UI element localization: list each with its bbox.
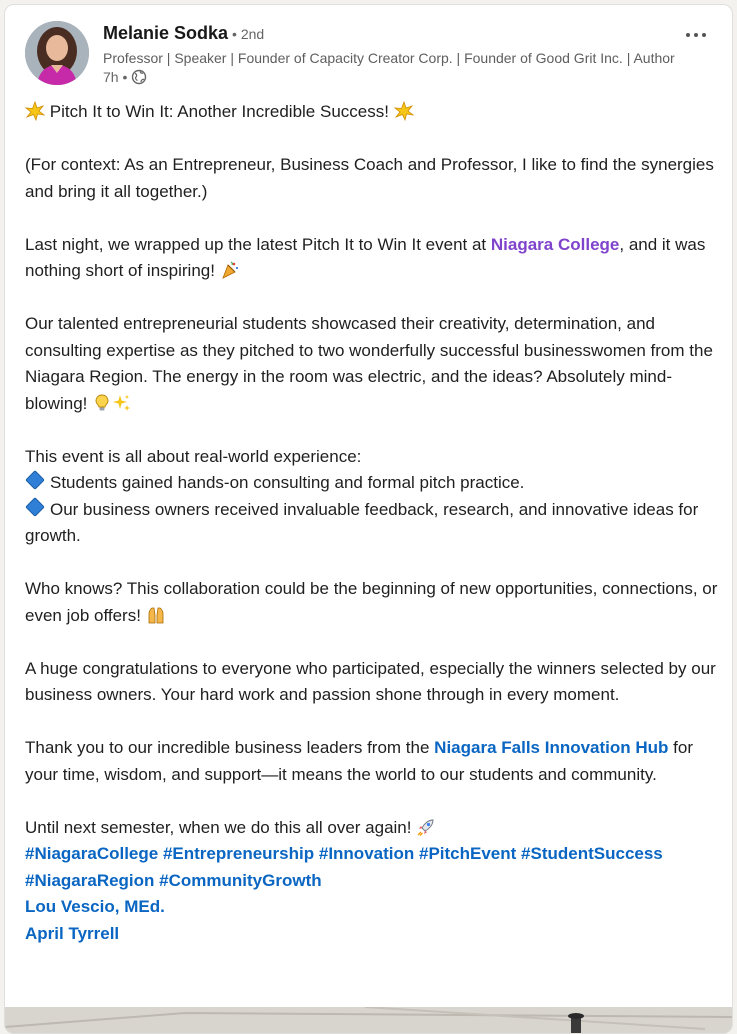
sparkles-icon (112, 393, 132, 413)
blue-diamond-icon (25, 497, 45, 517)
thanks-paragraph (25, 735, 721, 788)
author-name[interactable]: Melanie Sodka (103, 23, 229, 43)
hashtag-link[interactable]: #NiagaraCollege (25, 844, 159, 863)
event-paragraph (25, 232, 721, 285)
bullet-text-consulting: Students gained hands-on consulting and formal pitch practice. (50, 473, 525, 492)
bullet-item-feedback (25, 497, 721, 550)
party-popper-icon (220, 260, 240, 280)
event-text-after: , and it was nothing short of inspiring! (25, 234, 706, 280)
thanks-text-after: for your time, wisdom, and support—it means the world to our students and community. (25, 738, 693, 784)
post-title-line (25, 99, 721, 126)
mention-lou-vescio[interactable]: Lou Vescio, MEd. (25, 897, 165, 916)
ellipsis-icon (685, 32, 707, 38)
collision-icon (25, 101, 45, 121)
rocket-icon (416, 817, 436, 837)
post-body (25, 99, 721, 947)
globe-icon (131, 69, 147, 85)
closing-line (25, 815, 721, 842)
hashtag-link[interactable]: #Innovation (318, 844, 415, 863)
bullet-text-feedback: Our business owners received invaluable feedback, research, and innovative ideas for growth. (25, 499, 699, 545)
post-image[interactable] (5, 1007, 732, 1034)
author-name-row (103, 21, 676, 46)
post-image-preview-icon (5, 1007, 733, 1034)
author-headline: Professor | Speaker | Founder of Capacity Creator Corp. | Founder of Good Grit Inc. | Author (103, 50, 675, 66)
blue-diamond-icon (25, 470, 45, 490)
more-options-button[interactable] (680, 21, 712, 49)
hashtag-link[interactable]: #Entrepreneurship (162, 844, 315, 863)
opportunities-text: Who knows? This collaboration could be the beginning of new opportunities, connections, or even job offers! (25, 579, 718, 625)
hashtag-link[interactable]: #CommunityGrowth (159, 870, 322, 890)
event-text-before: Last night, we wrapped up the latest Pitch It to Win It event at (25, 234, 491, 254)
post-header (25, 21, 716, 91)
post-meta (103, 68, 676, 86)
mention-line (25, 921, 721, 948)
showcase-paragraph (25, 311, 721, 417)
lightbulb-icon (92, 393, 112, 413)
thanks-text-before: Thank you to our incredible business leaders from the (25, 738, 435, 757)
mention-line (25, 894, 721, 921)
collision-icon (394, 101, 414, 121)
hashtag-link[interactable]: #StudentSuccess (521, 844, 663, 863)
avatar-photo-icon (25, 21, 89, 85)
hashtag-link[interactable]: #PitchEvent (419, 844, 517, 863)
showcase-text: Our talented entrepreneurial students showcased their creativity, determination, and consulting expertise as they pitched to two wonderfully successful businesswomen from the Niagara Region. The energy in the room was electric, and the ideas? Absolutely mind-blowing! (25, 314, 713, 413)
hashtags-line (25, 841, 721, 894)
niagara-college-link[interactable]: Niagara College (490, 234, 620, 254)
closing-text: Until next semester, when we do this all over again! (25, 817, 417, 837)
mention-april-tyrrell[interactable]: April Tyrrell (25, 923, 120, 943)
context-paragraph: (For context: As an Entrepreneur, Business Coach and Professor, I like to find the synergies and bring it all together.) (25, 155, 714, 201)
post-title: Pitch It to Win It: Another Incredible Success! (49, 102, 389, 121)
raised-hands-icon (146, 605, 166, 625)
post-time: 7h • (103, 69, 128, 85)
hashtag-link[interactable]: #NiagaraRegion (25, 870, 155, 890)
congratulations-paragraph: A huge congratulations to everyone who participated, especially the winners selected by our business owners. Your hard work and passion shone through in every moment. (25, 658, 716, 704)
connection-degree: • 2nd (232, 26, 265, 42)
avatar[interactable] (25, 21, 89, 85)
author-identity (103, 21, 676, 86)
opportunities-paragraph (25, 576, 721, 629)
innovation-hub-link[interactable]: Niagara Falls Innovation Hub (434, 738, 669, 757)
experience-intro: This event is all about real-world experience: (25, 446, 362, 466)
post-card (4, 4, 733, 1034)
bullet-item-consulting (25, 470, 721, 497)
